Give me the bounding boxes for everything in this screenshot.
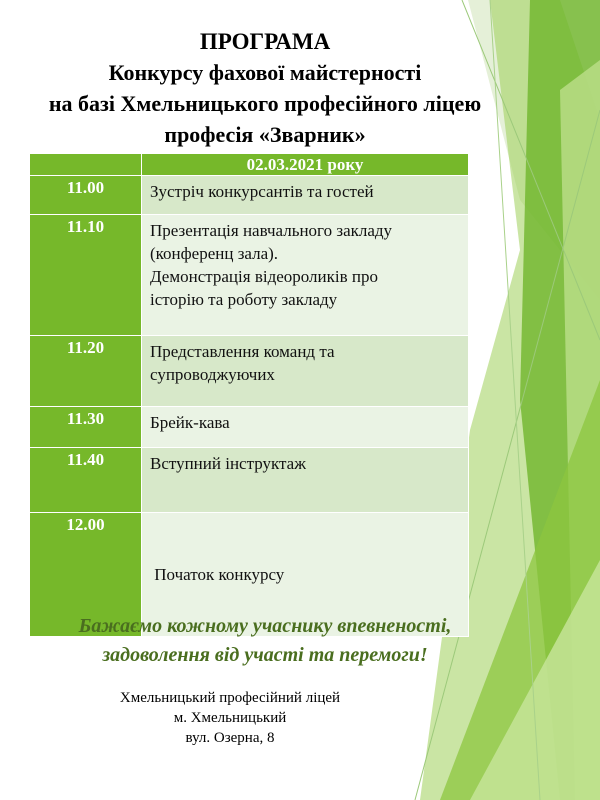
row-time: 12.00 <box>30 513 142 637</box>
row-description <box>142 176 469 215</box>
row-description <box>142 215 469 336</box>
title-line-1: ПРОГРАМА <box>199 29 331 54</box>
row-description <box>142 448 469 513</box>
address-block <box>80 688 380 748</box>
schedule-row <box>30 336 469 407</box>
description-line: супроводжуючих <box>150 365 275 384</box>
description-line: історію та роботу закладу <box>150 290 338 309</box>
description-line: (конференц зала). <box>150 244 279 263</box>
schedule-row <box>30 176 469 215</box>
wish-line-1: Бажаємо кожному учаснику впевненості, <box>78 615 452 637</box>
row-description <box>142 407 469 448</box>
address-line-3: вул. Озерна, 8 <box>185 730 275 746</box>
row-time: 11.40 <box>30 448 142 513</box>
title-line-3: на базі Хмельницького професійного ліцею <box>48 91 482 116</box>
row-time: 11.00 <box>30 176 142 215</box>
title-block <box>0 26 530 150</box>
schedule-table <box>29 153 469 637</box>
row-time: 11.10 <box>30 215 142 336</box>
wish-line-2: задоволення від участі та перемоги! <box>102 644 428 666</box>
description-line: Демонстрація відеороликів про <box>150 267 378 286</box>
schedule-date: 02.03.2021 року <box>142 154 469 176</box>
description-line: Вступний інструктаж <box>150 454 306 473</box>
row-time: 11.20 <box>30 336 142 407</box>
header-empty-cell <box>30 154 142 176</box>
description-line: Зустріч конкурсантів та гостей <box>150 182 374 201</box>
wish-message <box>30 612 500 670</box>
title-line-2: Конкурсу фахової майстерності <box>108 60 422 85</box>
address-line-2: м. Хмельницький <box>173 710 287 726</box>
schedule-row <box>30 407 469 448</box>
description-line: Представлення команд та <box>150 342 335 361</box>
title-line-4: професія «Зварник» <box>164 122 366 147</box>
address-line-1: Хмельницький професійний ліцей <box>119 690 341 706</box>
row-time: 11.30 <box>30 407 142 448</box>
schedule-row <box>30 215 469 336</box>
description-line: Початок конкурсу <box>150 565 285 584</box>
row-description <box>142 336 469 407</box>
description-line: Брейк-кава <box>150 413 230 432</box>
description-line: Презентація навчального закладу <box>150 221 393 240</box>
schedule-header-row <box>30 154 469 176</box>
schedule-row <box>30 448 469 513</box>
